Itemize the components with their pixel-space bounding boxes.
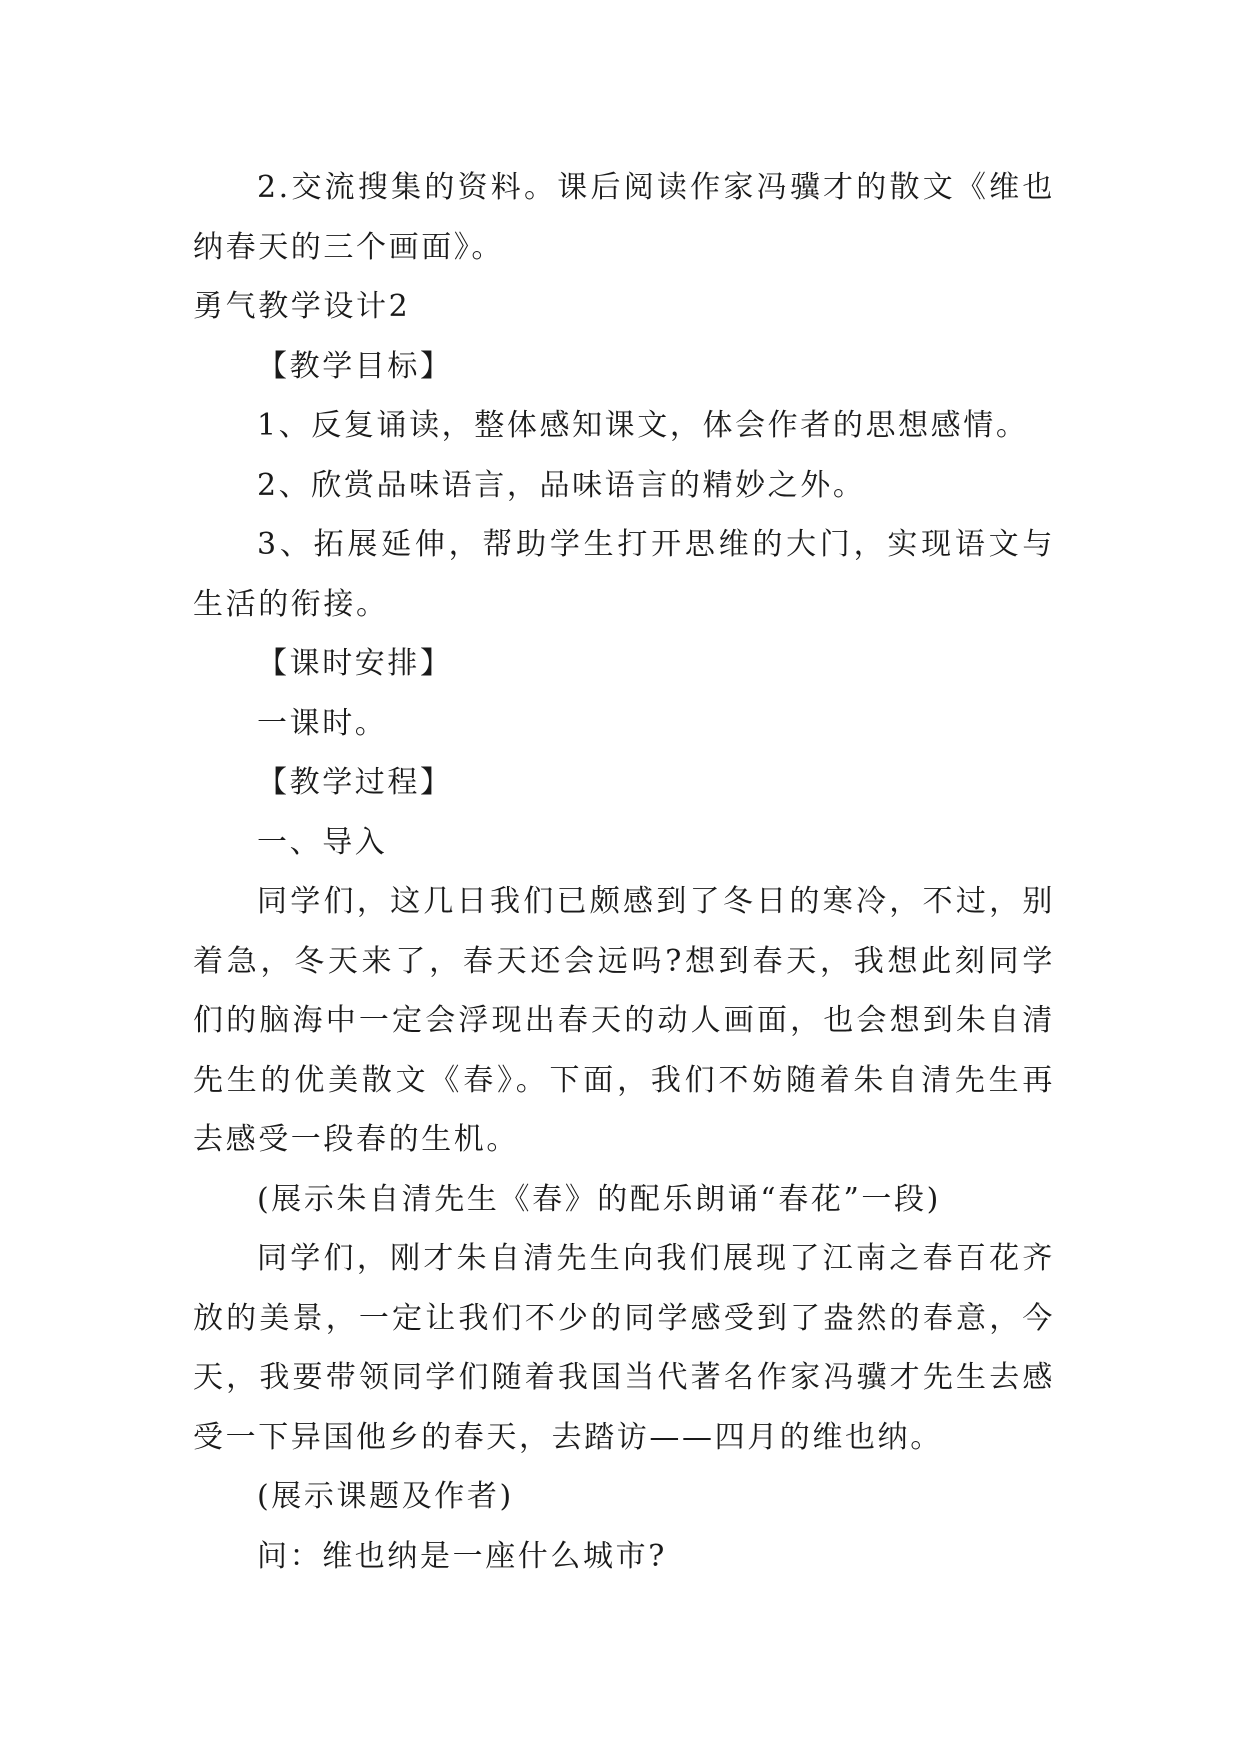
heading-teaching-goals: 【教学目标】 — [257, 348, 453, 384]
document-body — [193, 158, 1055, 1586]
goal-item-2: 2、欣赏品味语言，品味语言的精妙之外。 — [257, 467, 866, 503]
section-title: 勇气教学设计2 — [193, 289, 411, 324]
subheading-intro: 一、导入 — [257, 824, 388, 860]
paragraph-homework: 2.交流搜集的资料。课后阅读作家冯骥才的散文《维也纳春天的三个画面》。 — [193, 170, 1055, 265]
schedule-text: 一课时。 — [257, 705, 388, 741]
heading-schedule: 【课时安排】 — [257, 646, 453, 681]
goal-item-1: 1、反复诵读，整体感知课文，体会作者的思想感情。 — [257, 408, 1029, 443]
heading-process: 【教学过程】 — [257, 765, 453, 800]
paragraph-transition: 同学们，刚才朱自清先生向我们展现了江南之春百花齐放的美景，一定让我们不少的同学感受到了盎然的春意，今天，我要带领同学们随着我国当代著名作家冯骥才先生去感受一下异国他乡的春天，去踏访——四月的维也纳。 — [193, 1241, 1055, 1455]
paragraph-stage-note-2: (展示课题及作者) — [257, 1479, 514, 1514]
goal-item-3: 3、拓展延伸，帮助学生打开思维的大门，实现语文与生活的衔接。 — [193, 527, 1055, 622]
paragraph-intro: 同学们，这几日我们已颇感到了冬日的寒冷，不过，别着急，冬天来了，春天还会远吗?想到春天，我想此刻同学们的脑海中一定会浮现出春天的动人画面，也会想到朱自清先生的优美散文《春》。下面，我们不妨随着朱自清先生再去感受一段春的生机。 — [193, 884, 1055, 1157]
paragraph-stage-note-1: (展示朱自清先生《春》的配乐朗诵“春花”一段) — [257, 1181, 941, 1217]
paragraph-question: 问：维也纳是一座什么城市? — [257, 1538, 667, 1574]
